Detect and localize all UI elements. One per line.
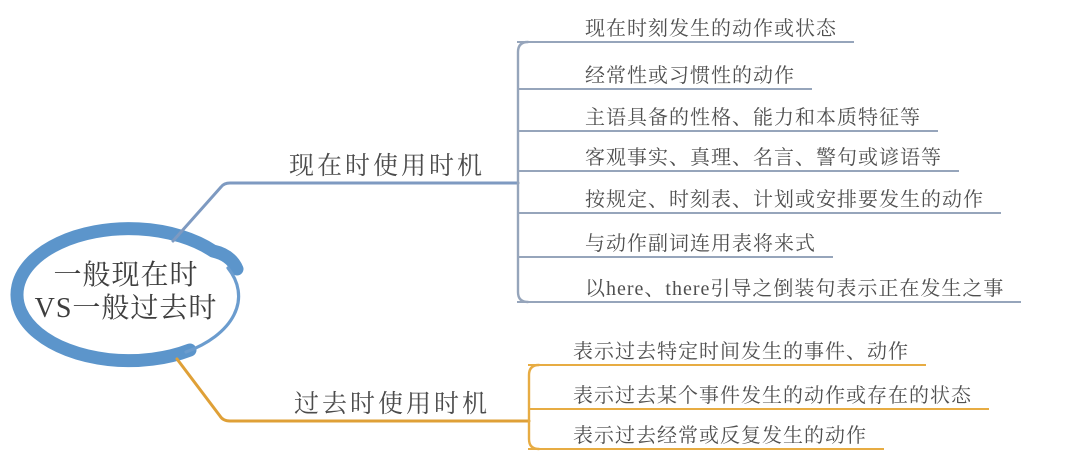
branch-label-present-tense: 现在时使用时机 [289,153,486,180]
present-leaf-3: 主语具备的性格、能力和本质特征等 [517,106,938,132]
present-leaf-1: 现在时刻发生的动作或状态 [517,17,854,43]
past-leaf-2: 表示过去某个事件发生的动作或存在的状态 [528,384,989,410]
past-leaf-1: 表示过去特定时间发生的事件、动作 [528,340,926,366]
branch-label-past-tense: 过去时使用时机 [294,391,491,418]
present-leaf-4: 客观事实、真理、名言、警句或谚语等 [517,146,959,172]
present-leaf-5: 按规定、时刻表、计划或安排要发生的动作 [517,188,1001,214]
present-leaf-2: 经常性或习惯性的动作 [517,64,812,90]
present-branch-connector [173,183,518,241]
central-topic-node [20,259,232,325]
present-leaf-6: 与动作副词连用表将来式 [517,232,833,258]
past-leaf-3: 表示过去经常或反复发生的动作 [528,424,884,450]
central-topic-line2: VS一般过去时 [34,293,218,324]
central-topic-line1: 一般现在时 [53,260,199,291]
present-leaf-7: 以here、there引导之倒装句表示正在发生之事 [517,277,1021,303]
